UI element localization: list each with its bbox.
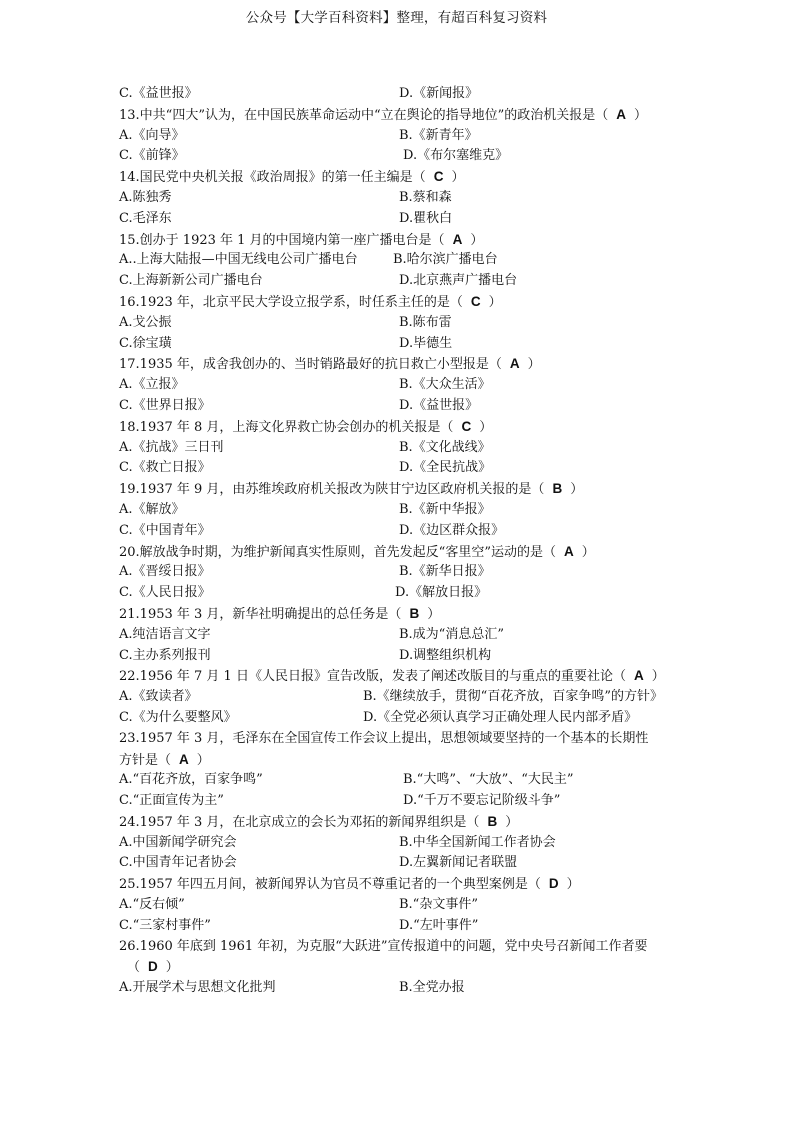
option-row xyxy=(119,250,679,271)
option-a: A.《致读者》 xyxy=(119,689,198,705)
answer: D xyxy=(548,876,559,892)
page-header: 公众号【大学百科资料】整理，有超百科复习资料 xyxy=(245,10,548,26)
option-b: B.蔡和森 xyxy=(399,189,452,205)
close-paren: ） xyxy=(165,960,179,976)
question-26-cont xyxy=(119,957,679,978)
option-row xyxy=(119,458,679,479)
answer: A xyxy=(616,106,627,122)
option-row xyxy=(119,562,679,583)
close-paren: ） xyxy=(570,482,584,498)
question-16 xyxy=(119,292,679,313)
question-text: 17.1935 年，成舍我创办的、当时销路最好的抗日救亡小型报是（ xyxy=(119,357,502,373)
option-d: D.北京燕声广播电台 xyxy=(399,273,518,289)
question-25 xyxy=(119,874,679,895)
question-22 xyxy=(119,666,679,687)
option-a: A.《解放》 xyxy=(119,501,185,517)
option-row xyxy=(119,978,679,999)
question-text: 26.1960 年底到 1961 年初，为克服“大跃进”宣传报道中的问题，党中央号召新闻工作者要 xyxy=(119,938,648,954)
option-row xyxy=(119,895,679,916)
option-row xyxy=(119,396,679,417)
option-row xyxy=(119,126,679,147)
option-d: D.左翼新闻记者联盟 xyxy=(399,855,518,871)
option-row xyxy=(119,209,679,230)
question-23 xyxy=(119,729,679,750)
question-list xyxy=(119,84,679,999)
option-a: A.《向导》 xyxy=(119,127,185,143)
close-paren: ） xyxy=(566,877,580,893)
option-d: D.瞿秋白 xyxy=(399,210,453,226)
option-row xyxy=(119,687,679,708)
option-row xyxy=(119,833,679,854)
close-paren: ） xyxy=(527,357,541,373)
close-paren: ） xyxy=(581,544,595,560)
option-c: C.中国青年记者协会 xyxy=(119,855,237,871)
close-paren: ） xyxy=(479,419,493,435)
option-b: B.《大众生活》 xyxy=(399,377,491,393)
question-text: 23.1957 年 3 月，毛泽东在全国宣传工作会议上提出，思想领域要坚持的一个基本的长期性 xyxy=(119,730,649,746)
option-row xyxy=(119,146,679,167)
option-d: D.《全党必须认真学习正确处理人民内部矛盾》 xyxy=(363,709,638,725)
answer: C xyxy=(461,418,472,434)
question-text: 16.1923 年，北京平民大学设立报学系，时任系主任的是（ xyxy=(119,294,463,310)
option-b: B.“大鸣”、“大放”、“大民主” xyxy=(403,772,574,788)
option-row xyxy=(119,583,679,604)
answer: B xyxy=(409,605,420,621)
option-b: B.陈布雷 xyxy=(399,314,452,330)
answer: A xyxy=(563,543,574,559)
question-23-cont xyxy=(119,750,679,771)
option-b: B.哈尔滨广播电台 xyxy=(393,252,498,268)
question-text: 22.1956 年 7 月 1 日《人民日报》宣告改版，发表了阐述改版目的与重点的重要社论（ xyxy=(119,669,626,685)
option-row xyxy=(119,313,679,334)
option-a: A.开展学术与思想文化批判 xyxy=(119,980,276,996)
option-c: C.《中国青年》 xyxy=(119,522,211,538)
option-c: C.徐宝璜 xyxy=(119,335,172,351)
close-paren: ） xyxy=(451,170,465,186)
option-row xyxy=(119,625,679,646)
close-paren: ） xyxy=(634,107,648,123)
answer: A xyxy=(633,668,644,684)
question-15 xyxy=(119,230,679,251)
option-row xyxy=(119,791,679,812)
answer: C xyxy=(433,169,444,185)
question-text-cont: （ xyxy=(127,960,141,976)
question-text: 19.1937 年 9 月，由苏维埃政府机关报改为陕甘宁边区政府机关报的是（ xyxy=(119,482,545,498)
option-b: B.《新华日报》 xyxy=(399,564,491,580)
question-text: 20.解放战争时期，为维护新闻真实性原则，首先发起反“客里空”运动的是（ xyxy=(119,544,556,560)
question-text: 14.国民党中央机关报《政治周报》的第一任主编是（ xyxy=(119,170,426,186)
option-c: C.《世界日报》 xyxy=(119,397,211,413)
option-c: C.《前锋》 xyxy=(119,148,185,164)
option-c: C.“正面宣传为主” xyxy=(119,793,224,809)
answer: D xyxy=(148,959,158,975)
answer: A xyxy=(509,356,520,372)
option-row xyxy=(119,770,679,791)
question-text: 21.1953 年 3 月，新华社明确提出的总任务是（ xyxy=(119,606,402,622)
option-a: A.戈公振 xyxy=(119,314,172,330)
option-c: C.《人民日报》 xyxy=(119,585,211,601)
close-paren: ） xyxy=(505,814,519,830)
option-row xyxy=(119,708,679,729)
option-d: D.《全民抗战》 xyxy=(399,460,492,476)
answer: B xyxy=(487,813,498,829)
option-row xyxy=(119,521,679,542)
option-a: A..上海大陆报—中国无线电公司广播电台 xyxy=(119,252,358,268)
close-paren: ） xyxy=(427,606,441,622)
option-d: D.《解放日报》 xyxy=(395,585,488,601)
option-row xyxy=(119,853,679,874)
option-c: C.“三家村事件” xyxy=(119,917,211,933)
question-21 xyxy=(119,604,679,625)
option-c: C.毛泽东 xyxy=(119,210,172,226)
close-paren: ） xyxy=(470,232,484,248)
option-a: A.陈独秀 xyxy=(119,189,172,205)
option-b: B.“杂文事件” xyxy=(399,897,478,913)
option-c: C.《益世报》 xyxy=(119,86,198,101)
option-b: B.《新中华报》 xyxy=(399,501,491,517)
option-c: C.主办系列报刊 xyxy=(119,647,211,663)
question-19 xyxy=(119,479,679,500)
option-row xyxy=(119,84,679,105)
option-d: D.“左叶事件” xyxy=(399,917,479,933)
question-text-cont: 方针是（ xyxy=(119,752,172,768)
option-d: D.毕德生 xyxy=(399,335,453,351)
question-14 xyxy=(119,167,679,188)
answer: C xyxy=(470,293,481,309)
question-18 xyxy=(119,417,679,438)
question-text: 18.1937 年 8 月，上海文化界救亡协会创办的机关报是（ xyxy=(119,419,454,435)
option-d: D.“千万不要忘记阶级斗争” xyxy=(403,793,561,809)
question-text: 24.1957 年 3 月，在北京成立的会长为邓拓的新闻界组织是（ xyxy=(119,814,480,830)
option-a: A.中国新闻学研究会 xyxy=(119,834,237,850)
option-row xyxy=(119,438,679,459)
answer: A xyxy=(452,231,463,247)
close-paren: ） xyxy=(651,669,665,685)
option-b: B.成为“消息总汇” xyxy=(399,626,504,642)
option-row xyxy=(119,500,679,521)
option-row xyxy=(119,646,679,667)
option-b: B.中华全国新闻工作者协会 xyxy=(399,834,556,850)
option-row xyxy=(119,188,679,209)
question-24 xyxy=(119,812,679,833)
close-paren: ） xyxy=(196,752,210,768)
question-13 xyxy=(119,105,679,126)
option-row xyxy=(119,375,679,396)
option-a: A.纯洁语言文字 xyxy=(119,626,211,642)
close-paren: ） xyxy=(488,294,502,310)
option-b: B.《文化战线》 xyxy=(399,439,491,455)
option-d: D.《新闻报》 xyxy=(399,86,479,101)
option-d: D.《益世报》 xyxy=(399,397,479,413)
option-c: C.《为什么要整风》 xyxy=(119,709,237,725)
option-a: A.《晋绥日报》 xyxy=(119,564,211,580)
option-d: D.调整组织机构 xyxy=(399,647,492,663)
option-a: A.《立报》 xyxy=(119,377,185,393)
question-17 xyxy=(119,354,679,375)
answer: B xyxy=(552,481,563,497)
option-d: D.《边区群众报》 xyxy=(399,522,505,538)
option-b: B.《继续放手，贯彻“百花齐放，百家争鸣”的方针》 xyxy=(363,689,663,705)
option-c: C.《救亡日报》 xyxy=(119,460,211,476)
question-26 xyxy=(119,937,679,958)
option-row xyxy=(119,916,679,937)
option-c: C.上海新新公司广播电台 xyxy=(119,273,263,289)
option-a: A.“反右倾” xyxy=(119,897,185,913)
question-20 xyxy=(119,542,679,563)
option-b: B.《新青年》 xyxy=(399,127,478,143)
option-row xyxy=(119,271,679,292)
option-b: B.全党办报 xyxy=(399,980,465,996)
option-a: A.“百花齐放，百家争鸣” xyxy=(119,772,263,788)
option-row xyxy=(119,334,679,355)
answer: A xyxy=(179,751,189,767)
option-a: A.《抗战》三日刊 xyxy=(119,439,224,455)
question-text: 25.1957 年四五月间，被新闻界认为官员不尊重记者的一个典型案例是（ xyxy=(119,877,541,893)
question-text: 15.创办于 1923 年 1 月的中国境内第一座广播电台是（ xyxy=(119,232,445,248)
question-text: 13.中共“四大”认为，在中国民族革命运动中“立在舆论的指导地位”的政治机关报是（ xyxy=(119,107,609,123)
option-d: D.《布尔塞维克》 xyxy=(403,148,509,164)
